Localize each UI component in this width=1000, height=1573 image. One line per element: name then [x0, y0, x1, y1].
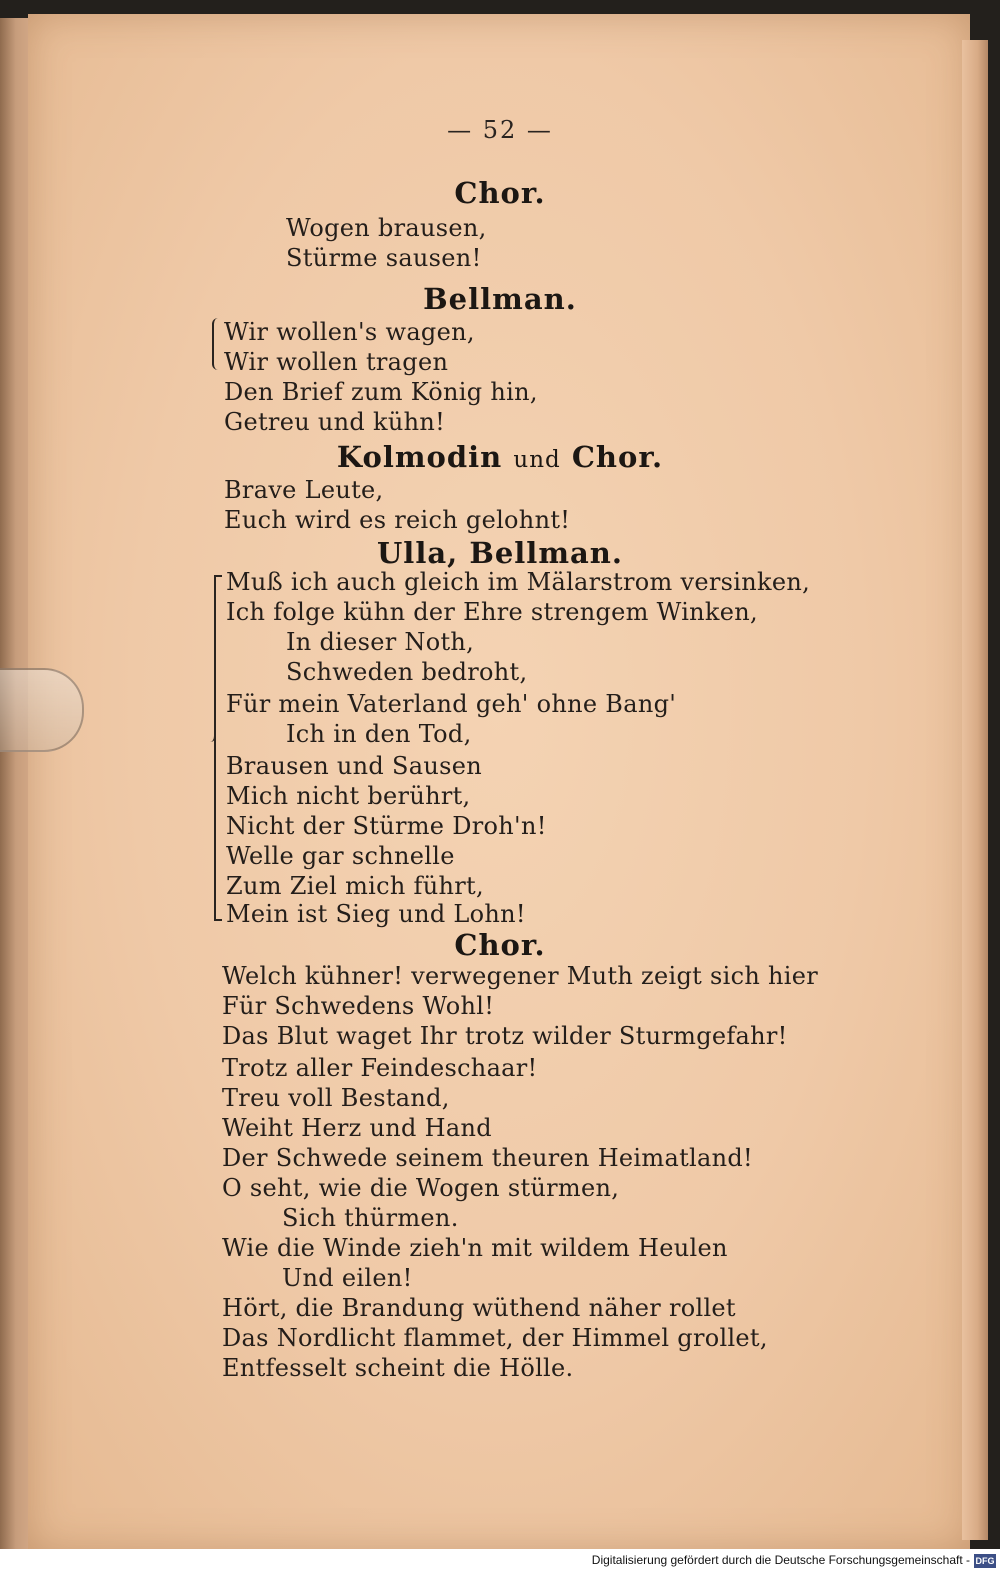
speaker-heading-chor: Chor. [454, 928, 546, 962]
speaker-heading-ulla-bellman: Ulla, Bellman. [377, 536, 623, 570]
attribution-text: Digitalisierung gefördert durch die Deutsche Forschungsgemeinschaft - [591, 1553, 970, 1567]
voice-bracket-tip [206, 728, 216, 742]
verse-line: In dieser Noth, [286, 628, 475, 656]
voice-bracket [214, 575, 222, 921]
verse-line: Und eilen! [282, 1264, 413, 1292]
verse-line: Wir wollen's wagen, [224, 318, 475, 346]
verse-line: Der Schwede seinem theuren Heimatland! [222, 1144, 753, 1172]
verse-line: Schweden bedroht, [286, 658, 528, 686]
speaker-heading-chor: Chor. [454, 176, 546, 210]
verse-line: Weiht Herz und Hand [222, 1114, 492, 1142]
verse-line: Für Schwedens Wohl! [222, 992, 495, 1020]
page-number: — 52 — [447, 116, 553, 144]
verse-line: Brausen und Sausen [226, 752, 482, 780]
book-right-edge [962, 40, 988, 1540]
verse-line: Entfesselt scheint die Hölle. [222, 1354, 574, 1382]
heading-speaker-kolmodin: Kolmodin [336, 440, 503, 474]
verse-line: O seht, wie die Wogen stürmen, [222, 1174, 620, 1202]
speaker-heading-bellman: Bellman. [423, 282, 577, 316]
verse-line: Welle gar schnelle [226, 842, 455, 870]
verse-line: Trotz aller Feindeschaar! [222, 1054, 538, 1082]
verse-line: Das Nordlicht flammet, der Himmel grollet, [222, 1324, 768, 1352]
verse-line: Zum Ziel mich führt, [226, 872, 484, 900]
verse-line: Ich in den Tod, [286, 720, 472, 748]
verse-line: Wir wollen tragen [224, 348, 449, 376]
dfg-logo: DFG [975, 1556, 995, 1566]
verse-line: Für mein Vaterland geh' ohne Bang' [226, 690, 677, 718]
verse-line: Euch wird es reich gelohnt! [224, 506, 571, 534]
page-clip [0, 668, 84, 752]
verse-line: Treu voll Bestand, [222, 1084, 450, 1112]
verse-line: Nicht der Stürme Droh'n! [226, 812, 547, 840]
verse-line: Das Blut waget Ihr trotz wilder Sturmgefahr! [222, 1022, 788, 1050]
verse-line: Welch kühner! verwegener Muth zeigt sich hier [222, 962, 819, 990]
verse-line: Den Brief zum König hin, [224, 378, 538, 406]
verse-line: Brave Leute, [224, 476, 384, 504]
verse-line: Sich thürmen. [282, 1204, 459, 1232]
verse-line: Wie die Winde zieh'n mit wildem Heulen [222, 1234, 728, 1262]
verse-line: Wogen brausen, [286, 214, 487, 242]
verse-line: Mein ist Sieg und Lohn! [226, 900, 526, 928]
verse-line: Ich folge kühn der Ehre strengem Winken, [226, 598, 758, 626]
verse-line: Muß ich auch gleich im Mälarstrom versinken, [226, 568, 811, 596]
voice-brace [212, 318, 222, 370]
verse-line: Mich nicht berührt, [226, 782, 471, 810]
heading-speaker-chor: Chor. [571, 440, 664, 474]
heading-conjunction: und [513, 447, 561, 473]
verse-line: Hört, die Brandung wüthend näher rollet [222, 1294, 736, 1322]
verse-line: Getreu und kühn! [224, 408, 446, 436]
attribution-bar [0, 1549, 1000, 1573]
verse-line: Stürme sausen! [286, 244, 482, 272]
speaker-heading-kolmodin-chor [0, 440, 1000, 474]
